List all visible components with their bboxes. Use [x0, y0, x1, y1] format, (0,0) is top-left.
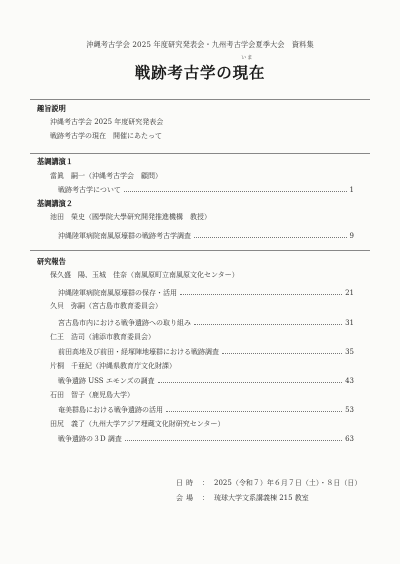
report-speaker-5: 石田 智子（鹿児島大学）: [50, 391, 134, 399]
date-colon: ：: [202, 479, 209, 487]
report-talk-6: 戦争遺跡の３D 調査: [58, 435, 122, 443]
report-speaker-2: 久貝 弥嗣（宮古島市教育委員会）: [50, 302, 162, 310]
keynote1-talk: 戦跡考古学について: [58, 186, 121, 194]
dot-leader: [124, 191, 347, 192]
report-talk-1: 沖縄陸軍病院南風原壕群の保存・活用: [58, 289, 177, 297]
date-label: 日時: [176, 479, 196, 487]
section-heading-reports: 研究報告: [37, 257, 66, 266]
venue-label: 会場: [176, 494, 196, 502]
toc-entry-report-3[interactable]: [58, 347, 354, 357]
divider-keynotes: [30, 250, 370, 251]
title-block: [0, 55, 400, 83]
divider-purpose: [30, 153, 370, 154]
dot-leader: [194, 237, 347, 238]
section-heading-purpose: 趣旨説明: [37, 104, 66, 113]
toc-entry-keynote1[interactable]: [58, 185, 354, 195]
report-speaker-6: 田尻 義了（九州大学アジア埋蔵文化財研究センター）: [50, 420, 225, 428]
toc-entry-report-5[interactable]: [58, 405, 354, 415]
report-talk-2: 宮古島市内における戦争遺跡への取り組み: [58, 319, 191, 327]
report-talk-5: 奄美群島における戦争遺跡の活用: [58, 406, 163, 414]
document-title: [134, 55, 266, 83]
dot-leader: [180, 294, 342, 295]
document-subtitle: 沖縄考古学会 2025 年度研究発表会・九州考古学会夏季大会 資料集: [86, 40, 314, 49]
page-number: 63: [345, 435, 354, 443]
title-ruby: いま: [241, 55, 254, 61]
toc-entry-report-2[interactable]: [58, 318, 354, 328]
page-number: 53: [345, 406, 354, 414]
dot-leader: [194, 324, 342, 325]
purpose-line-1: 沖縄考古学会 2025 年度研究発表会: [50, 118, 164, 126]
document-title-text: 戦跡考古学の現在: [134, 63, 266, 82]
page-number: 31: [345, 319, 354, 327]
page-number: 21: [345, 289, 354, 297]
toc-entry-report-4[interactable]: [58, 376, 354, 386]
toc-entry-report-6[interactable]: [58, 434, 354, 444]
report-talk-4: 戦争遺跡 USS エモンズの調査: [58, 377, 155, 385]
toc-entry-report-1[interactable]: [58, 288, 354, 298]
section-heading-keynote1: 基調講演１: [37, 157, 73, 166]
page-number: 43: [345, 377, 354, 385]
keynote2-speaker: 池田 榮史（國學院大學研究開発推進機構 教授）: [50, 213, 211, 221]
report-speaker-4: 片桐 千亜紀（沖縄県教育庁文化財課）: [50, 362, 176, 370]
toc-entry-keynote2[interactable]: [58, 231, 354, 241]
dot-leader: [125, 440, 342, 441]
page-number: 35: [345, 348, 354, 356]
venue-value: 琉球大学文系講義棟 215 教室: [214, 494, 309, 502]
page-number: 1: [349, 186, 354, 194]
date-value: 2025（令和７）年６月７日（土）・８日（日）: [214, 479, 362, 487]
report-talk-3: 前田高地及び前田・経塚陣地壕群における戦跡調査: [58, 348, 219, 356]
report-speaker-1: 保久盛 陽、玉城 佳奈（南風原町立南風原文化センター）: [50, 271, 239, 279]
dot-leader: [158, 382, 342, 383]
dot-leader: [166, 411, 342, 412]
keynote1-speaker: 當眞 嗣一（沖縄考古学会 顧問）: [50, 172, 162, 180]
section-heading-keynote2: 基調講演２: [37, 199, 73, 208]
keynote2-talk: 沖縄陸軍病院南風原壕群の戦跡考古学調査: [58, 232, 191, 240]
divider-top: [30, 99, 370, 100]
page-number: 9: [349, 232, 354, 240]
venue-colon: ：: [202, 494, 209, 502]
purpose-line-2: 戦跡考古学の現在 開催にあたって: [50, 132, 162, 140]
report-speaker-3: 仁王 浩司（浦添市教育委員会）: [50, 333, 155, 341]
dot-leader: [222, 353, 342, 354]
